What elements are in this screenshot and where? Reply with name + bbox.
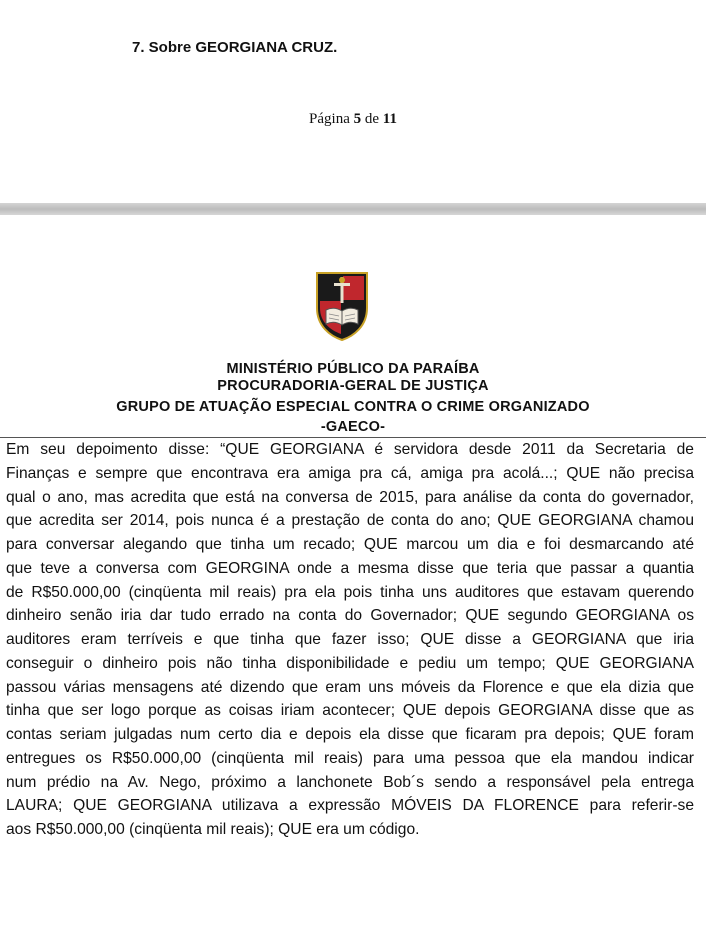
paragraph-line: que teve a conversa com GEORGINA onde a mesma disse que teria que passar a quantia	[6, 559, 694, 577]
page-gap	[0, 203, 706, 215]
page-label: Página	[309, 111, 350, 127]
header-ministerio: MINISTÉRIO PÚBLICO DA PARAÍBA	[226, 361, 480, 377]
paragraph-line: LAURA; QUE GEORGIANA utilizava a expressão MÓVEIS DA FLORENCE para referir-se	[6, 797, 694, 815]
paragraph-line: auditores eram terríveis e que tinha que fazer isso; QUE disse a GEORGIANA que iria	[6, 631, 694, 648]
paragraph-line: num prédio na Av. Nego, próximo a lanchonete Bob´s sendo a responsável pela entrega	[6, 773, 694, 791]
paragraph-line: Finanças e sempre que encontrava era amiga pra cá, amiga pra acolá...; QUE não precisa	[6, 464, 694, 482]
page-number	[0, 111, 706, 128]
paragraph-line: Em seu depoimento disse: “QUE GEORGIANA é servidora desde 2011 da Secretaria de	[6, 441, 694, 458]
header-gaeco: -GAECO-	[320, 419, 386, 435]
header-procuradoria: PROCURADORIA-GERAL DE JUSTIÇA	[217, 378, 489, 394]
page-total: 11	[382, 111, 397, 127]
paragraph-line: passou várias mensagens até dizendo que eram uns móveis da Florence e que ela dizia que	[6, 678, 694, 696]
paragraph-line: aos R$50.000,00 (cinqüenta mil reais); QUE era um código.	[6, 821, 420, 838]
paragraph-line: entregues os R$50.000,00 (cinqüenta mil reais) para uma pessoa que ela mandou indicar	[6, 749, 694, 767]
paragraph-line: de R$50.000,00 (cinqüenta mil reais) pra ela pois tinha uns auditores que estavam querendo	[6, 583, 694, 601]
paragraph-line: que acredita ser 2014, pois nunca é a prestação de conta do ano; QUE GEORGIANA chamou	[6, 512, 694, 530]
header-grupo: GRUPO DE ATUAÇÃO ESPECIAL CONTRA O CRIME ORGANIZADO	[116, 399, 590, 415]
testimony-paragraph	[6, 438, 694, 842]
page-of: de	[364, 111, 380, 127]
section-title: 7. Sobre GEORGIANA CRUZ.	[132, 39, 338, 56]
paragraph-line: para conversar alegando que tinha um recado; QUE marcou um dia e foi desmarcando até	[6, 536, 694, 553]
paragraph-line: conseguir o dinheiro pois não tinha disponibilidade e pediu um tempo; QUE GEORGIANA	[6, 654, 694, 672]
paragraph-line: qual o ano, mas acredita que está na conversa de 2015, para análise da conta do governador,	[6, 488, 694, 506]
paragraph-line: dinheiro senão iria dar tudo errado na conta do Governador; QUE segundo GEORGIANA os	[6, 607, 694, 625]
page-current: 5	[353, 111, 362, 127]
mppb-seal-icon	[314, 270, 370, 342]
paragraph-line: contas seriam julgadas num certo dia e depois ela disse que ficaram pra depois; QUE foram	[6, 726, 694, 743]
paragraph-line: tinha que ser logo porque as coisas iriam acontecer; QUE depois GEORGIANA disse que as	[6, 702, 694, 720]
previous-page	[0, 0, 706, 203]
